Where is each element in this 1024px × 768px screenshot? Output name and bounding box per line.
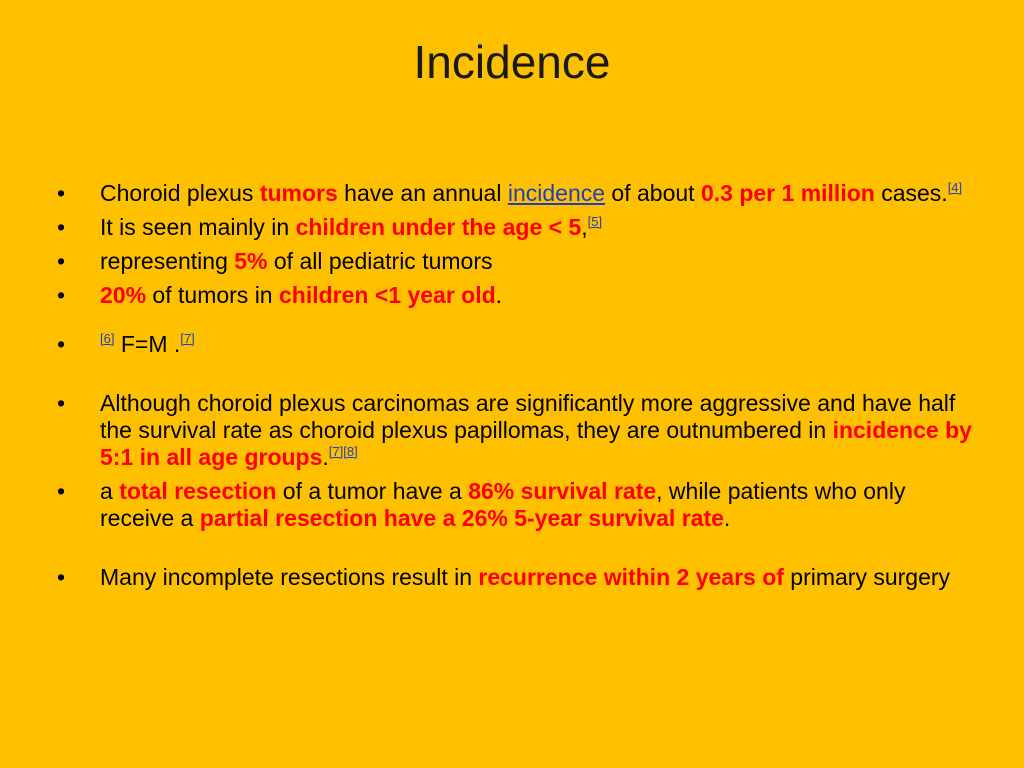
citation-link[interactable]: [6] xyxy=(100,331,115,346)
bullet-dot-icon: • xyxy=(57,214,66,240)
bullet-item-resection xyxy=(57,478,977,532)
text: , while patients who only receive a xyxy=(100,478,906,531)
highlight-total-resection: total resection xyxy=(119,478,277,504)
bullet-dot-icon: • xyxy=(57,282,66,308)
text: Although choroid plexus carcinomas are significantly more aggressive and have half the survival rate as choroid plexus papillomas, they are outnumbered in xyxy=(100,390,956,443)
bullet-item-carcinomas xyxy=(57,390,977,471)
bullet-item-pediatric xyxy=(57,248,977,275)
bullet-list xyxy=(57,180,977,591)
text: have an annual xyxy=(337,180,508,206)
incidence-link[interactable]: incidence xyxy=(507,180,606,206)
highlight-rate: 0.3 per 1 million xyxy=(700,180,875,206)
text: F=M . xyxy=(114,331,181,357)
highlight-percent: 20% xyxy=(100,282,147,308)
text: It is seen mainly in xyxy=(100,214,296,240)
text: cases. xyxy=(874,180,948,206)
citation-link[interactable]: [7][8] xyxy=(328,444,358,459)
bullet-dot-icon: • xyxy=(57,248,66,274)
citation-link[interactable]: [7] xyxy=(180,331,195,346)
text: of a tumor have a xyxy=(276,478,469,504)
highlight-tumors: tumors xyxy=(259,180,338,206)
bullet-dot-icon: • xyxy=(57,331,66,357)
text: Choroid plexus xyxy=(100,180,260,206)
bullet-item-infants xyxy=(57,282,977,309)
bullet-item-age xyxy=(57,214,977,241)
bullet-dot-icon: • xyxy=(57,564,66,590)
highlight-ratio: incidence by 5:1 in all age groups xyxy=(100,417,972,470)
text: representing xyxy=(100,248,235,274)
highlight-recurrence: recurrence within 2 years of xyxy=(478,564,784,590)
bullet-item-recurrence xyxy=(57,564,977,591)
text: . xyxy=(322,444,329,470)
text: of all pediatric tumors xyxy=(267,248,493,274)
bullet-dot-icon: • xyxy=(57,180,66,206)
highlight-partial-resection: partial resection have a 26% 5-year survival rate xyxy=(199,505,724,531)
highlight-percent: 5% xyxy=(234,248,268,274)
text: primary surgery xyxy=(783,564,951,590)
text: a xyxy=(100,478,120,504)
slide-title: Incidence xyxy=(413,36,611,88)
text: , xyxy=(581,214,588,240)
citation-link[interactable]: [4] xyxy=(947,180,963,195)
bullet-dot-icon: • xyxy=(57,390,66,416)
highlight-infants: children <1 year old xyxy=(278,282,496,308)
text: Many incomplete resections result in xyxy=(100,564,479,590)
text: of tumors in xyxy=(146,282,279,308)
bullet-item-sex-ratio xyxy=(57,331,977,358)
text: . xyxy=(495,282,503,308)
citation-link[interactable]: [5] xyxy=(587,214,603,229)
bullet-dot-icon: • xyxy=(57,478,66,504)
bullet-item-annual-incidence xyxy=(57,180,977,207)
text: of about xyxy=(605,180,701,206)
highlight-age: children under the age < 5 xyxy=(295,214,582,240)
text: . xyxy=(723,505,731,531)
highlight-survival: 86% survival rate xyxy=(468,478,657,504)
